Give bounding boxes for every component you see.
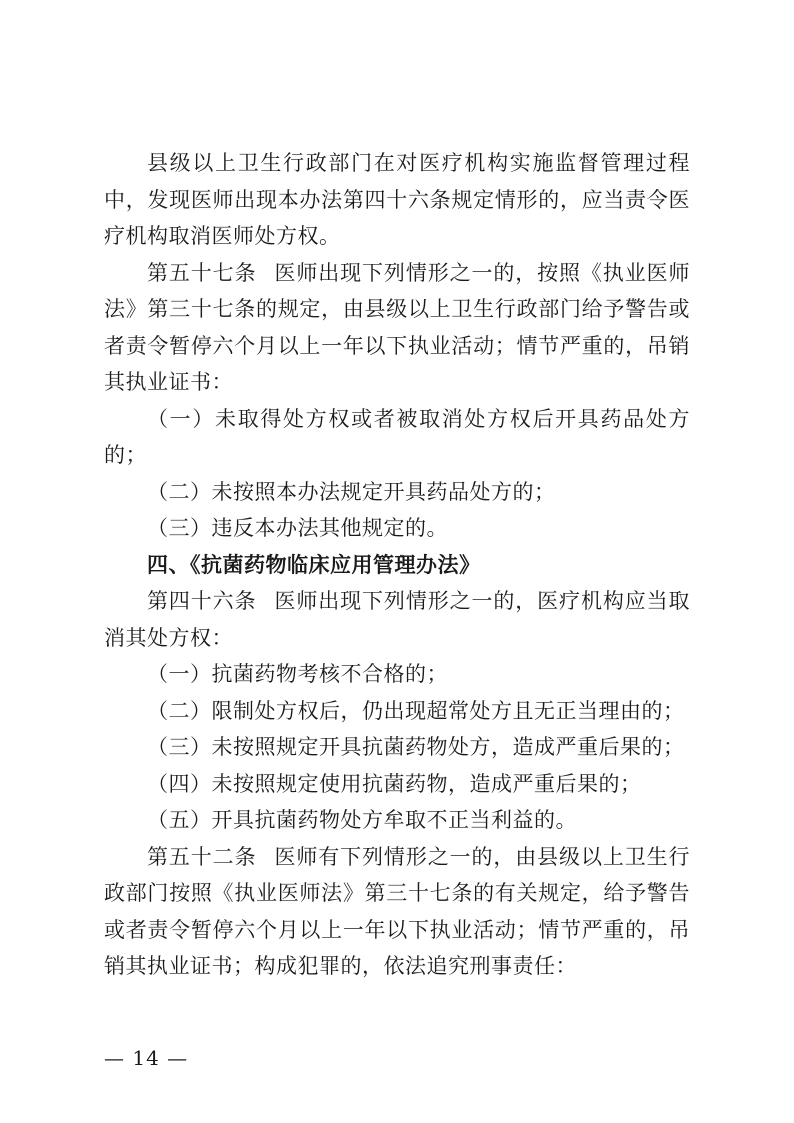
paragraph-supervision: 县级以上卫生行政部门在对医疗机构实施监督管理过程中，发现医师出现本办法第四十六条规定情形的，应当责令医疗机构取消医师处方权。 <box>104 151 690 248</box>
article-46 <box>104 583 690 656</box>
article-46-number: 第四十六条 <box>147 589 257 613</box>
page-number: — 14 — <box>104 1046 189 1070</box>
article-57-item-1: （一）未取得处方权或者被取消处方权后开具药品处方的； <box>104 406 690 467</box>
article-52 <box>104 839 690 985</box>
article-46-item-4: （四）未按照规定使用抗菌药物，造成严重后果的； <box>147 771 642 796</box>
document-body <box>104 145 690 985</box>
article-46-item-1: （一）抗菌药物考核不合格的； <box>147 662 448 686</box>
section-heading: 四、《抗菌药物临床应用管理办法》 <box>147 552 481 577</box>
article-46-text: 医师出现下列情形之一的，医疗机构应当取消其处方权： <box>104 589 691 650</box>
article-52-number: 第五十二条 <box>147 844 257 869</box>
article-52-text: 医师有下列情形之一的，由县级以上卫生行政部门按照《执业医师法》第三十七条的有关规定，给予警告或者责令暂停六个月以上一年以下执业活动；情节严重的，吊销其执业证书；构成犯罪的，依法追究刑事责任： <box>104 844 691 978</box>
article-46-item-2: （二）限制处方权后，仍出现超常处方且无正当理由的； <box>147 698 685 723</box>
article-57-number: 第五十七条 <box>147 260 257 285</box>
article-57-item-3: （三）违反本办法其他规定的。 <box>147 516 448 540</box>
article-46-item-5: （五）开具抗菌药物处方牟取不正当利益的。 <box>147 808 577 832</box>
article-57 <box>104 255 690 401</box>
article-46-item-3: （三）未按照规定开具抗菌药物处方，造成严重后果的； <box>147 735 685 759</box>
article-57-text: 医师出现下列情形之一的，按照《执业医师法》第三十七条的规定，由县级以上卫生行政部门给予警告或者责令暂停六个月以上一年以下执业活动；情节严重的，吊销其执业证书： <box>104 260 691 394</box>
article-57-item-2: （二）未按照本办法规定开具药品处方的； <box>147 479 556 504</box>
